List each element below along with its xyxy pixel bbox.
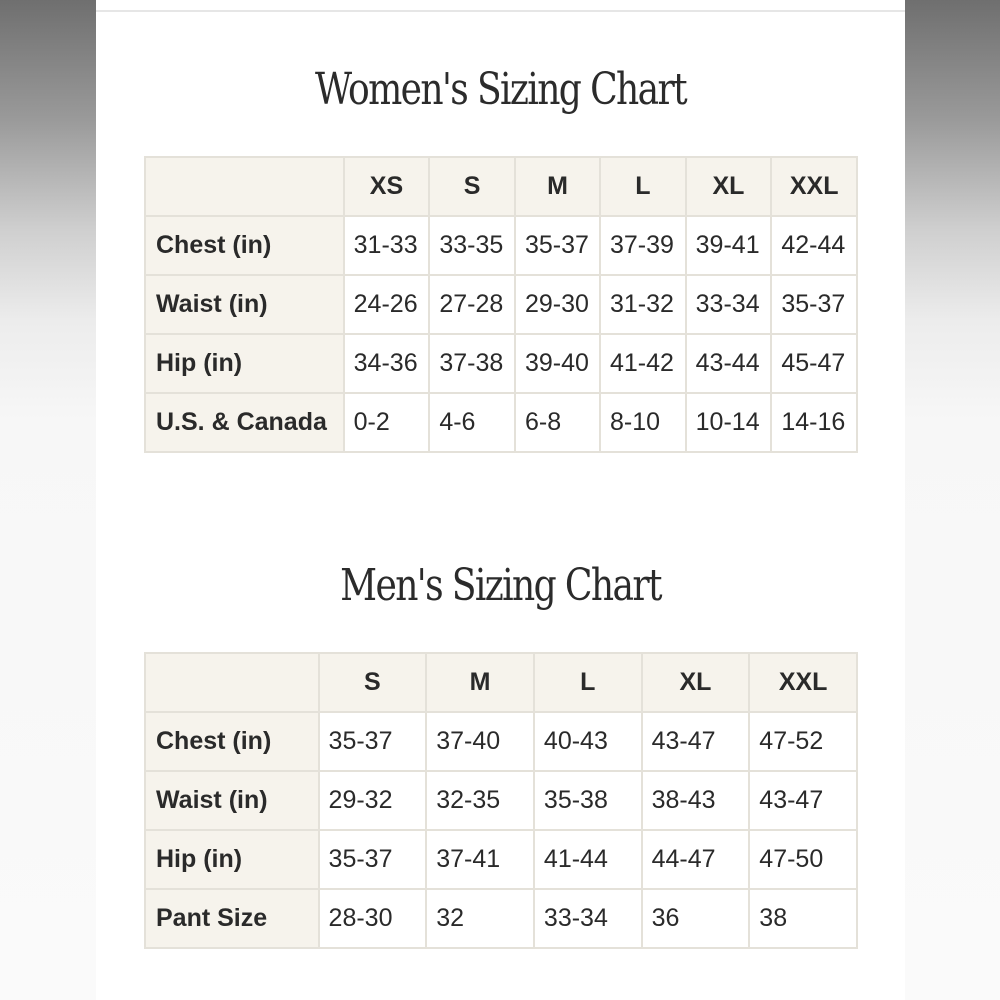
table-row-us-canada	[145, 393, 857, 452]
table-cell: 47-50	[749, 830, 857, 889]
table-row-chest	[145, 712, 857, 771]
table-cell: 34-36	[344, 334, 430, 393]
table-cell: 35-37	[515, 216, 600, 275]
size-header-xl: XL	[642, 653, 750, 712]
table-cell: 31-33	[344, 216, 430, 275]
table-cell: 4-6	[429, 393, 515, 452]
table-row-chest	[145, 216, 857, 275]
table-cell: 44-47	[642, 830, 750, 889]
table-cell: 47-52	[749, 712, 857, 771]
size-header-s: S	[319, 653, 427, 712]
table-cell: 38	[749, 889, 857, 948]
row-label: Chest (in)	[145, 712, 319, 771]
table-cell: 0-2	[344, 393, 430, 452]
womens-chart-title: Women's Sizing Chart	[315, 64, 686, 115]
womens-size-table	[144, 156, 858, 453]
table-cell: 42-44	[771, 216, 857, 275]
table-cell: 43-44	[686, 334, 772, 393]
table-cell: 39-41	[686, 216, 772, 275]
table-cell: 29-30	[515, 275, 600, 334]
table-cell: 37-40	[426, 712, 534, 771]
table-cell: 35-37	[319, 830, 427, 889]
mens-table-container	[144, 652, 858, 958]
table-row-waist	[145, 771, 857, 830]
womens-table-scroll[interactable]	[144, 156, 858, 462]
size-header-xxl: XXL	[771, 157, 857, 216]
table-cell: 14-16	[771, 393, 857, 452]
table-cell: 41-42	[600, 334, 686, 393]
table-cell: 43-47	[749, 771, 857, 830]
table-cell: 37-41	[426, 830, 534, 889]
size-header-l: L	[534, 653, 642, 712]
table-cell: 33-35	[429, 216, 515, 275]
table-cell: 45-47	[771, 334, 857, 393]
table-cell: 35-37	[319, 712, 427, 771]
table-cell: 40-43	[534, 712, 642, 771]
table-cell: 35-38	[534, 771, 642, 830]
table-row-waist	[145, 275, 857, 334]
size-header-xs: XS	[344, 157, 430, 216]
table-row-hip	[145, 830, 857, 889]
size-header-m: M	[515, 157, 600, 216]
row-label: Waist (in)	[145, 275, 344, 334]
row-label: Hip (in)	[145, 830, 319, 889]
mens-size-table	[144, 652, 858, 949]
row-label: Waist (in)	[145, 771, 319, 830]
table-cell: 33-34	[534, 889, 642, 948]
table-cell: 10-14	[686, 393, 772, 452]
size-header-xl: XL	[686, 157, 772, 216]
row-label: Chest (in)	[145, 216, 344, 275]
table-cell: 38-43	[642, 771, 750, 830]
size-header-l: L	[600, 157, 686, 216]
table-header-row	[145, 653, 857, 712]
table-row-pant-size	[145, 889, 857, 948]
table-cell: 24-26	[344, 275, 430, 334]
table-cell: 32-35	[426, 771, 534, 830]
size-header-xxl: XXL	[749, 653, 857, 712]
size-header-s: S	[429, 157, 515, 216]
table-cell: 35-37	[771, 275, 857, 334]
table-cell: 41-44	[534, 830, 642, 889]
size-header-m: M	[426, 653, 534, 712]
header-corner	[145, 653, 319, 712]
table-cell: 39-40	[515, 334, 600, 393]
table-cell: 6-8	[515, 393, 600, 452]
table-cell: 33-34	[686, 275, 772, 334]
table-cell: 8-10	[600, 393, 686, 452]
table-cell: 28-30	[319, 889, 427, 948]
table-cell: 37-38	[429, 334, 515, 393]
table-row-hip	[145, 334, 857, 393]
header-corner	[145, 157, 344, 216]
row-label: Hip (in)	[145, 334, 344, 393]
top-divider	[96, 10, 905, 12]
table-cell: 37-39	[600, 216, 686, 275]
table-cell: 36	[642, 889, 750, 948]
table-cell: 29-32	[319, 771, 427, 830]
table-cell: 31-32	[600, 275, 686, 334]
table-cell: 43-47	[642, 712, 750, 771]
table-header-row	[145, 157, 857, 216]
mens-chart-title: Men's Sizing Chart	[340, 560, 661, 611]
row-label: U.S. & Canada	[145, 393, 344, 452]
size-guide-page	[96, 0, 905, 1000]
row-label: Pant Size	[145, 889, 319, 948]
table-cell: 32	[426, 889, 534, 948]
table-cell: 27-28	[429, 275, 515, 334]
